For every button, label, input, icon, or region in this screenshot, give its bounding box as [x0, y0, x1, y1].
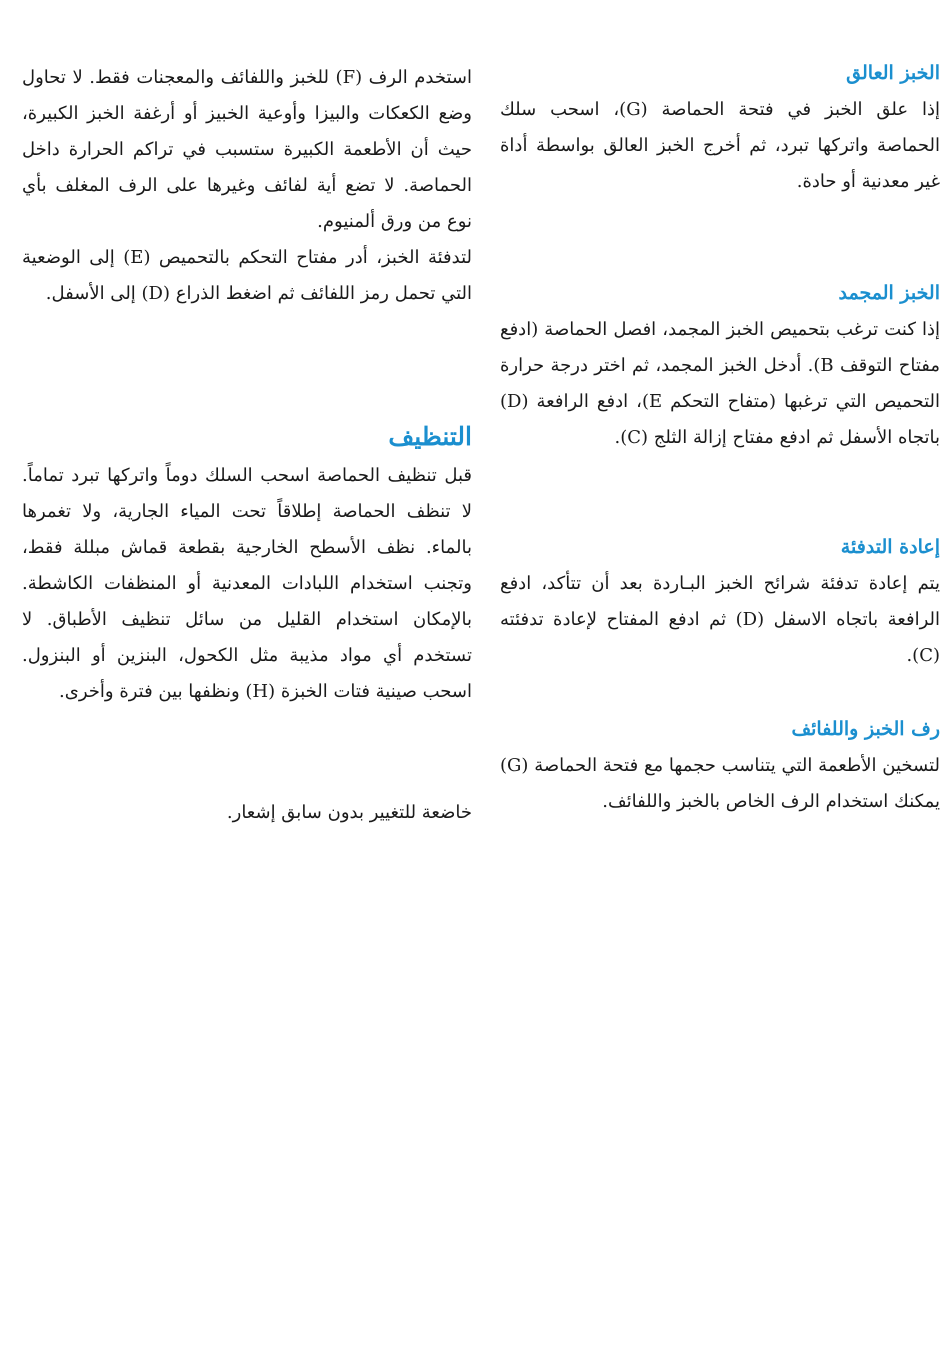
section-frozen-bread	[500, 278, 940, 456]
section-text: إذا علق الخبز في فتحة الحماصة (G)، اسحب سلك الحماصة واتركها تبرد، ثم أخرج الخبز العالق بواسطة أداة غير معدنية أو حادة.	[500, 99, 940, 192]
warming-text: لتدفئة الخبز، أدر مفتاح التحكم بالتحميص (E) إلى الوضعية التي تحمل رمز اللفائف ثم اضغط الذراع (D) إلى الأسفل.	[22, 247, 472, 304]
section-cleaning	[22, 420, 472, 710]
section-text: إذا كنت ترغب بتحميص الخبز المجمد، افصل الحماصة (ادفع مفتاح التوقف B). أدخل الخبز المجمد، ثم اختر درجة حرارة التحميص التي ترغبها (متفاح التحكم E)، ادفع الرافعة (D) باتجاه الأسفل ثم ادفع مفتاح إزالة الثلج (C).	[500, 319, 940, 448]
section-stuck-bread	[500, 58, 940, 200]
section-heading: الخبز العالق	[846, 62, 940, 84]
section-heading: رف الخبز واللفائف	[791, 718, 940, 740]
section-heading: الخبز المجمد	[838, 282, 940, 304]
section-reheating	[500, 532, 940, 674]
section-bun-rack	[500, 714, 940, 820]
section-heading: إعادة التدفئة	[840, 536, 940, 558]
cleaning-text: قبل تنظيف الحماصة اسحب السلك دوماً واتركها تبرد تماماً. لا تنظف الحماصة إطلاقاً تحت المياء الجارية، ولا تغمرها بالماء. نظف الأسطح الخارجية بقطعة قماش مبللة فقط، وتجنب استخدام اللبادات المعدنية أو المنظفات الكاشطة. بالإمكان استخدام القليل من سائل تنظيف الأطباق. لا تستخدم أي مواد مذيبة مثل الكحول، البنزين أو البنزول. اسحب صينية فتات الخبزة (H) ونظفها بين فترة وأخرى.	[22, 465, 472, 702]
change-notice: خاضعة للتغيير بدون سابق إشعار.	[226, 802, 472, 823]
section-rack-usage	[22, 60, 472, 312]
section-text: يتم إعادة تدفئة شرائح الخبز البـاردة بعد أن تتأكد، ادفع الرافعة باتجاه الاسفل (D) ثم ادفع المفتاح لإعادة تدفئته (C).	[500, 573, 941, 666]
section-notice	[22, 795, 472, 831]
rack-usage-text: استخدم الرف (F) للخبز واللفائف والمعجنات فقط. لا تحاول وضع الكعكات والبيزا وأوعية الخبيز أو أرغفة الخبز الكبيرة، حيث أن الأطعمة الكبيرة ستسبب في تراكم الحرارة داخل الحماصة. لا تضع أية لفائف وغيرها على الرف المغلف بأي نوع من ورق ألمنيوم.	[22, 67, 472, 232]
cleaning-heading: التنظيف	[388, 422, 472, 451]
section-text: لتسخين الأطعمة التي يتناسب حجمها مع فتحة الحماصة (G) يمكنك استخدام الرف الخاص بالخبز واللفائف.	[500, 755, 940, 812]
